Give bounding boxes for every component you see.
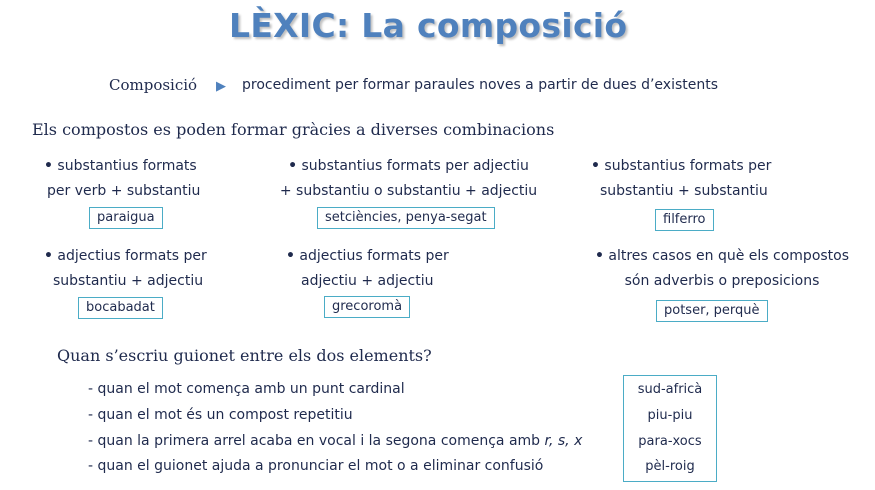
combination-1 (44, 154, 200, 204)
combinations-heading: Els compostos es poden formar gràcies a diverses combinacions (32, 120, 555, 139)
bullet-icon: • (288, 158, 298, 174)
hyphen-rule: - quan el guionet ajuda a pronunciar el mot o a eliminar confusió (88, 458, 544, 474)
hyphen-examples-box (623, 375, 717, 482)
arrow-right-icon: ▶ (216, 79, 226, 94)
bullet-icon: • (44, 248, 53, 264)
hyphen-example: sud-africà (637, 382, 703, 397)
hyphen-example: piu-piu (647, 408, 693, 423)
combination-line1: substantius formats (57, 158, 197, 174)
definition-text: procediment per formar paraules noves a partir de dues d’existents (242, 77, 719, 93)
combination-4 (44, 244, 207, 294)
bullet-icon: • (591, 158, 600, 174)
combination-line1: substantius formats per (604, 158, 772, 174)
combination-line2: són adverbis o preposicions (624, 273, 820, 289)
bullet-icon: • (594, 248, 604, 264)
hyphen-example: para-xocs (638, 434, 702, 449)
example-box: potser, perquè (656, 300, 768, 322)
combination-line1: altres casos en què els compostos (608, 248, 850, 264)
combination-5 (286, 244, 449, 294)
combination-line2: + substantiu o substantiu + adjectiu (279, 183, 538, 199)
example-box: paraigua (89, 207, 163, 229)
hyphen-rule-text: - quan la primera arrel acaba en vocal i la segona comença amb (88, 433, 545, 449)
combination-line2: adjectiu + adjectiu (301, 273, 434, 289)
hyphen-rule: - quan el mot comença amb un punt cardinal (88, 381, 405, 397)
hyphen-rule: - quan el mot és un compost repetitiu (88, 407, 353, 423)
example-box: setciències, penya-segat (317, 207, 495, 229)
combination-line2: substantiu + adjectiu (53, 273, 204, 289)
example-box: grecoromà (324, 296, 410, 318)
combination-line1: adjectius formats per (299, 248, 449, 264)
hyphen-example: pèl-roig (645, 459, 695, 474)
page-title: LÈXIC: La composició (229, 6, 628, 45)
hyphen-heading: Quan s’escriu guionet entre els dos elements? (57, 346, 432, 365)
definition-term: Composició (109, 76, 198, 94)
hyphen-rule-letters: r, s, x (544, 433, 583, 449)
combination-line2: substantiu + substantiu (600, 183, 768, 199)
combination-line1: adjectius formats per (57, 248, 207, 264)
combination-2 (276, 154, 541, 204)
combination-line1: substantius formats per adjectiu (301, 158, 529, 174)
bullet-icon: • (286, 248, 295, 264)
hyphen-rule (88, 433, 582, 449)
bullet-icon: • (44, 158, 53, 174)
combination-line2: per verb + substantiu (47, 183, 201, 199)
example-box: bocabadat (78, 297, 163, 319)
example-box: filferro (655, 209, 714, 231)
combination-3 (591, 154, 771, 204)
combination-6 (588, 244, 856, 294)
